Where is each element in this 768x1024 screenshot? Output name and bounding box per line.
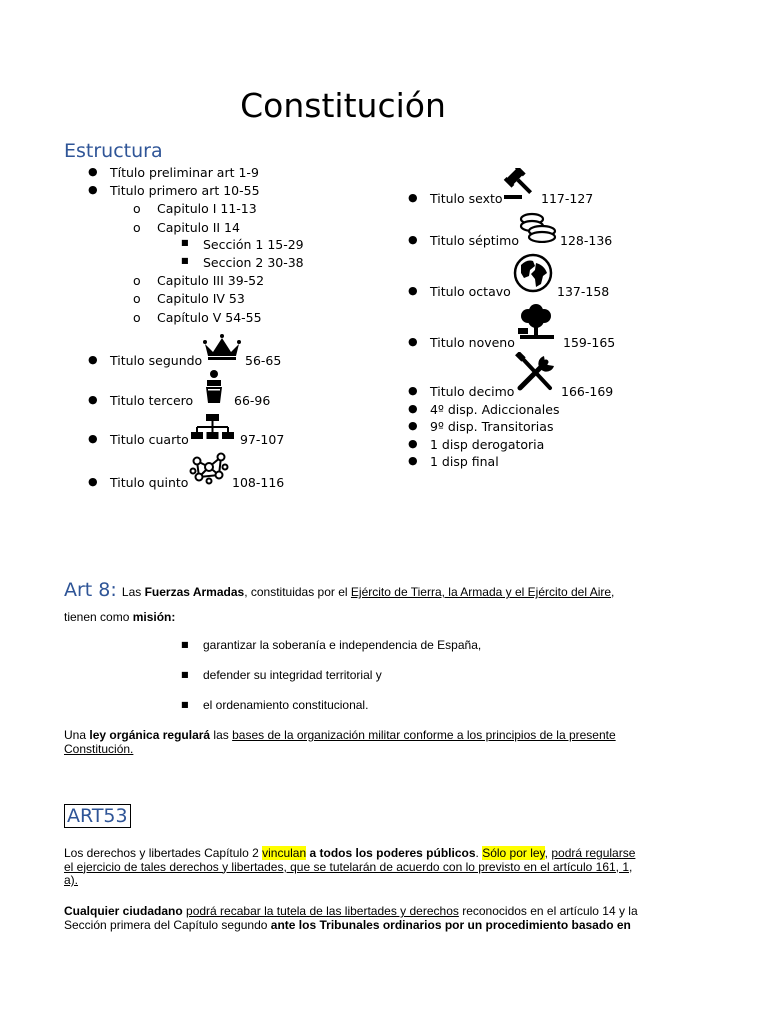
text-span-bold: ley orgánica regulará	[89, 728, 211, 742]
art8-heading: Art 8:	[64, 579, 117, 601]
range: 166-169	[561, 384, 614, 399]
text-span-underlined: el ejercicio de tales derechos y libertades, que se tutelarán de acuerdo con lo previsto en el artículo 161, 1,	[64, 859, 633, 874]
range: 159-165	[563, 335, 616, 350]
range: 56-65	[245, 353, 282, 368]
text-span-highlighted: vinculan	[262, 846, 307, 860]
list-item: Capítulo V 54-55	[157, 310, 262, 325]
tools-icon	[514, 352, 558, 394]
network-icon	[189, 451, 229, 485]
text-span-bold: ante los Tribunales ordinarios por un procedimiento basado en	[270, 918, 631, 932]
text-span: Los derechos y libertades Capítulo 2	[64, 846, 263, 860]
text-span: ,	[544, 846, 552, 860]
text-span: las	[210, 728, 233, 742]
list-item: el ordenamiento constitucional.	[203, 698, 369, 712]
bullet: ●	[88, 393, 98, 406]
text-span-underlined: bases de la organización militar conforme a los principios de la presente	[232, 728, 616, 742]
bullet: ●	[408, 437, 418, 450]
list-item: Capitulo II 14	[157, 220, 240, 235]
sub-bullet: o	[133, 273, 141, 288]
text-span-underlined: podrá regularse	[551, 846, 636, 860]
list-item: Titulo noveno	[430, 335, 515, 350]
list-item: Capitulo I 11-13	[157, 201, 257, 216]
square-bullet: ■	[181, 670, 189, 679]
list-item: Titulo octavo	[430, 284, 511, 299]
bullet: ●	[88, 432, 98, 445]
text-span: Una	[64, 728, 90, 742]
art53-paragraph-2	[64, 904, 684, 932]
bullet: ●	[408, 284, 418, 297]
list-item: Sección 1 15-29	[203, 237, 304, 252]
list-item: Capitulo IV 53	[157, 291, 245, 306]
bullet: ●	[408, 419, 418, 432]
speaker-podium-icon	[201, 369, 227, 405]
list-item: Titulo quinto	[110, 475, 189, 490]
list-item: Titulo sexto	[430, 191, 503, 206]
bullet: ●	[408, 384, 418, 397]
list-item: Titulo primero art 10-55	[110, 183, 260, 198]
bullet: ●	[408, 454, 418, 467]
text-span-bold: Cualquier ciudadano	[64, 904, 183, 918]
text-span-underlined: Ejército de Tierra, la Armada y el Ejército del Aire	[350, 585, 612, 599]
crown-icon	[201, 332, 243, 362]
list-item: Título preliminar art 1-9	[110, 165, 259, 180]
list-item: Titulo decimo	[430, 384, 515, 399]
text-span-bold: Fuerzas Armadas	[144, 585, 245, 599]
bullet: ●	[408, 191, 418, 204]
sub-bullet: o	[133, 310, 141, 325]
range: 108-116	[232, 475, 285, 490]
text-span-bold: a todos los poderes públicos	[306, 846, 476, 860]
text-span: , constituidas por el	[244, 585, 351, 599]
text-span-underlined: a).	[64, 873, 79, 887]
text-span-bold: misión:	[132, 610, 176, 624]
org-chart-icon	[190, 412, 235, 442]
bullet: ●	[408, 233, 418, 246]
list-item: Titulo tercero	[110, 393, 194, 408]
art53-heading: ART53	[64, 804, 131, 828]
art8-paragraph-line2	[64, 606, 175, 625]
range: 117-127	[541, 191, 594, 206]
square-bullet: ■	[181, 640, 189, 649]
list-item: Titulo segundo	[110, 353, 203, 368]
list-item: Titulo cuarto	[110, 432, 189, 447]
text-span: Sección primera del Capítulo segundo	[64, 918, 271, 932]
text-span-highlighted: Sólo por ley	[482, 846, 545, 860]
list-item: 1 disp final	[430, 454, 499, 469]
bullet: ●	[88, 183, 98, 196]
bullet: ●	[88, 475, 98, 488]
text-span: ,	[611, 585, 615, 599]
globe-icon	[512, 253, 554, 293]
list-item: defender su integridad territorial y	[203, 668, 382, 682]
list-item: 1 disp derogatoria	[430, 437, 545, 452]
list-item: Titulo séptimo	[430, 233, 519, 248]
sub-bullet: o	[133, 291, 141, 306]
bullet: ●	[88, 165, 98, 178]
gavel-icon	[502, 168, 538, 200]
range: 66-96	[234, 393, 271, 408]
text-span: Las	[121, 585, 145, 599]
estructura-heading: Estructura	[64, 140, 163, 162]
text-span-underlined: podrá recabar la tutela de las libertades y derechos	[186, 904, 459, 918]
bullet: ●	[408, 402, 418, 415]
list-item: 9º disp. Transitorias	[430, 419, 554, 434]
tree-icon	[514, 302, 558, 342]
list-item: 4º disp. Adiccionales	[430, 402, 560, 417]
page-title: Constitución	[240, 86, 446, 125]
square-bullet: ■	[181, 238, 189, 247]
art8-paragraph	[64, 579, 664, 601]
range: 97-107	[240, 432, 285, 447]
list-item: Seccion 2 30-38	[203, 255, 304, 270]
text-span: .	[475, 846, 483, 860]
text-span-underlined: Constitución.	[64, 742, 134, 756]
art8-organic-law-paragraph	[64, 728, 644, 756]
sub-bullet: o	[133, 220, 141, 235]
text-span: reconocidos en el artículo 14 y la	[458, 904, 638, 918]
art53-paragraph-1	[64, 847, 664, 888]
list-item: Capitulo III 39-52	[157, 273, 265, 288]
range: 137-158	[557, 284, 610, 299]
square-bullet: ■	[181, 700, 189, 709]
sub-bullet: o	[133, 201, 141, 216]
range: 128-136	[560, 233, 613, 248]
coins-icon	[518, 211, 558, 243]
list-item: garantizar la soberanía e independencia de España,	[203, 638, 482, 652]
bullet: ●	[408, 335, 418, 348]
text-span: tienen como	[64, 610, 133, 624]
square-bullet: ■	[181, 256, 189, 265]
bullet: ●	[88, 353, 98, 366]
